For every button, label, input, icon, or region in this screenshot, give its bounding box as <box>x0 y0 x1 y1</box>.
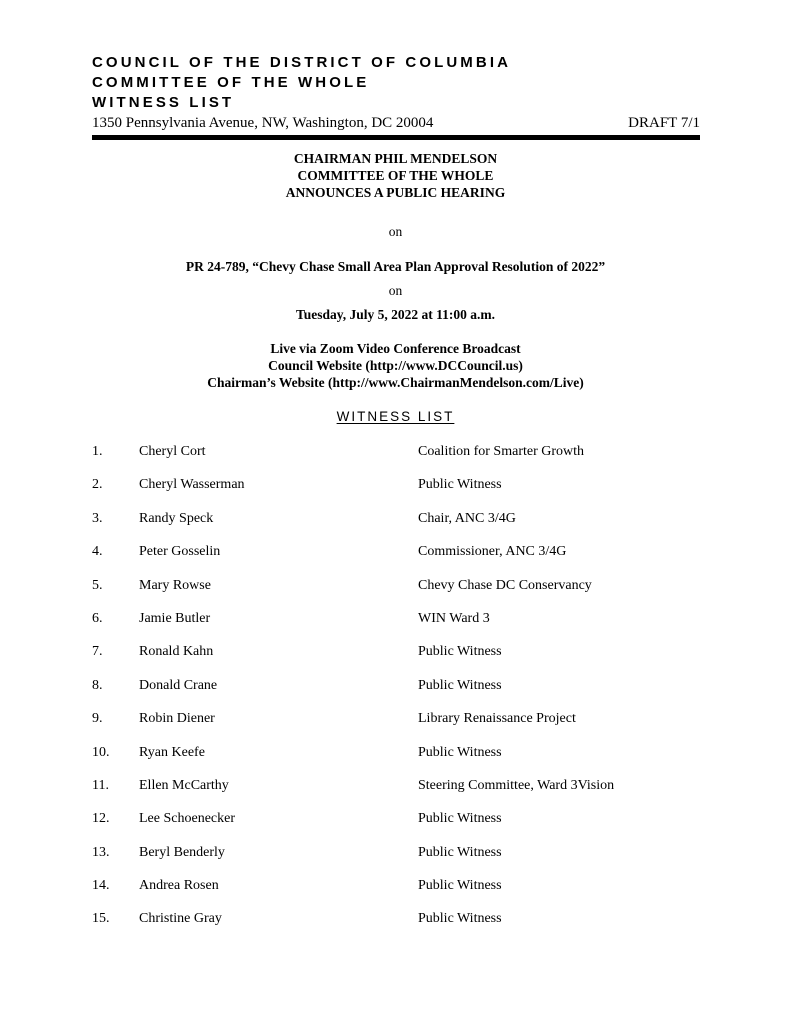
witness-name: Jamie Butler <box>139 610 211 626</box>
witness-row <box>0 844 791 877</box>
council-title: COUNCIL OF THE DISTRICT OF COLUMBIA <box>92 54 512 71</box>
witness-name: Cheryl Wasserman <box>139 477 245 493</box>
witness-affiliation: Public Witness <box>418 677 502 693</box>
council-address: 1350 Pennsylvania Avenue, NW, Washington, DC 20004 <box>92 115 434 131</box>
witness-affiliation: Coalition for Smarter Growth <box>418 444 585 459</box>
witness-affiliation: Public Witness <box>418 844 502 860</box>
witness-list-title: WITNESS LIST <box>92 94 235 111</box>
witness-row <box>0 543 791 576</box>
witness-name: Lee Schoenecker <box>139 811 235 827</box>
witness-affiliation: WIN Ward 3 <box>418 610 490 626</box>
witness-number: 9. <box>92 711 103 727</box>
witness-affiliation: Public Witness <box>418 811 502 827</box>
witness-row <box>0 510 791 543</box>
witness-affiliation: Public Witness <box>418 911 502 927</box>
committee-title: COMMITTEE OF THE WHOLE <box>92 74 370 91</box>
witness-table <box>0 443 791 944</box>
resolution-title: PR 24-789, “Chevy Chase Small Area Plan Approval Resolution of 2022” <box>185 259 606 274</box>
witness-number: 11. <box>92 777 109 793</box>
witness-name: Christine Gray <box>139 911 222 927</box>
witness-name: Ronald Kahn <box>139 644 214 660</box>
on-text: on <box>388 224 403 239</box>
witness-number: 3. <box>92 510 103 526</box>
witness-name: Beryl Benderly <box>139 844 225 860</box>
witness-list-heading-text: WITNESS LIST <box>336 409 455 424</box>
witness-affiliation: Chevy Chase DC Conservancy <box>418 577 592 593</box>
on-text: on <box>388 283 403 298</box>
witness-affiliation: Chair, ANC 3/4G <box>418 510 516 526</box>
witness-row <box>0 443 791 476</box>
witness-name: Donald Crane <box>139 677 218 693</box>
witness-name: Peter Gosselin <box>139 544 221 560</box>
witness-list-heading <box>0 408 791 426</box>
witness-row <box>0 744 791 777</box>
witness-number: 7. <box>92 644 103 660</box>
witness-row <box>0 910 791 943</box>
witness-row <box>0 577 791 610</box>
witness-number: 5. <box>92 577 103 593</box>
witness-number: 10. <box>92 744 110 760</box>
witness-number: 15. <box>92 911 110 927</box>
witness-row <box>0 810 791 843</box>
witness-name: Randy Speck <box>139 510 214 526</box>
witness-affiliation: Public Witness <box>418 744 502 760</box>
council-website-line: Council Website (http://www.DCCouncil.us) <box>268 358 523 373</box>
hearing-date: Tuesday, July 5, 2022 at 11:00 a.m. <box>295 307 496 322</box>
witness-number: 14. <box>92 878 110 894</box>
witness-row <box>0 677 791 710</box>
broadcast-line: Live via Zoom Video Conference Broadcast <box>270 341 521 356</box>
witness-number: 4. <box>92 544 103 560</box>
witness-affiliation: Commissioner, ANC 3/4G <box>418 544 567 560</box>
committee-line: COMMITTEE OF THE WHOLE <box>297 168 494 183</box>
draft-label: DRAFT 7/1 <box>628 115 700 131</box>
witness-affiliation: Public Witness <box>418 644 502 660</box>
witness-affiliation: Library Renaissance Project <box>418 711 576 727</box>
witness-row <box>0 877 791 910</box>
witness-name: Andrea Rosen <box>139 878 219 894</box>
witness-number: 8. <box>92 677 103 693</box>
announces-line: ANNOUNCES A PUBLIC HEARING <box>285 185 506 200</box>
witness-affiliation: Public Witness <box>418 477 502 493</box>
header-rule <box>92 135 700 140</box>
witness-row <box>0 476 791 509</box>
witness-number: 1. <box>92 444 103 459</box>
witness-row <box>0 643 791 676</box>
witness-number: 12. <box>92 811 110 827</box>
chairman-line: CHAIRMAN PHIL MENDELSON <box>293 151 498 166</box>
witness-number: 2. <box>92 477 103 493</box>
witness-name: Ellen McCarthy <box>139 777 229 793</box>
witness-name: Ryan Keefe <box>139 744 205 760</box>
witness-affiliation: Public Witness <box>418 878 502 894</box>
witness-name: Cheryl Cort <box>139 444 206 459</box>
witness-number: 13. <box>92 844 110 860</box>
witness-affiliation: Steering Committee, Ward 3Vision <box>418 777 615 793</box>
witness-number: 6. <box>92 610 103 626</box>
chairman-website-line: Chairman’s Website (http://www.ChairmanMendelson.com/Live) <box>207 375 584 390</box>
witness-row <box>0 777 791 810</box>
witness-row <box>0 610 791 643</box>
witness-name: Mary Rowse <box>139 577 211 593</box>
witness-name: Robin Diener <box>139 711 215 727</box>
witness-row <box>0 710 791 743</box>
